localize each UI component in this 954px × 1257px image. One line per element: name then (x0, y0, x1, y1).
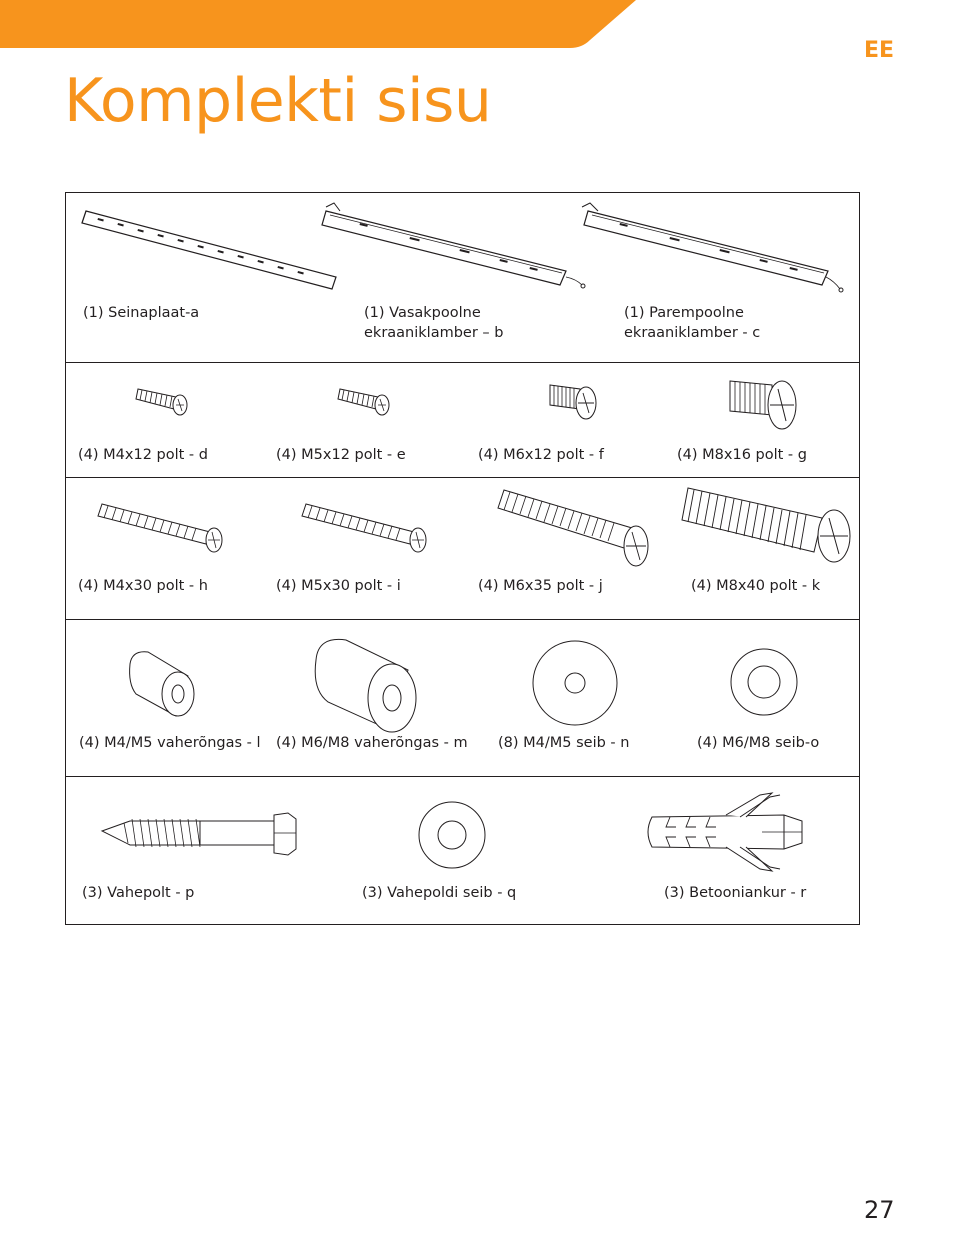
item-label: (4) M4x12 polt - d (78, 447, 208, 463)
list-item (66, 478, 266, 619)
list-item (266, 620, 486, 776)
item-label: (4) M8x40 polt - k (691, 578, 821, 594)
list-item (66, 363, 266, 477)
list-item (486, 620, 686, 776)
item-label: (4) M5x30 polt - i (276, 578, 401, 594)
left-bracket-icon (320, 201, 580, 291)
spacer-icon (126, 646, 200, 720)
list-item (466, 478, 676, 619)
item-label: (8) M4/M5 seib - n (498, 735, 630, 751)
contents-row (66, 620, 859, 777)
bolt-icon (136, 385, 192, 419)
item-label: (3) Vahepoldi seib - q (362, 885, 517, 901)
list-item (66, 193, 336, 362)
contents-row (66, 363, 859, 478)
list-item (66, 777, 356, 924)
list-item (466, 363, 666, 477)
page-title: Komplekti sisu (64, 66, 492, 136)
item-label: (4) M6/M8 vaherõngas - m (276, 735, 468, 751)
list-item (676, 478, 859, 619)
bolt-icon (338, 385, 394, 419)
item-label: (4) M6x35 polt - j (478, 578, 603, 594)
list-item (686, 620, 859, 776)
washer-icon (416, 799, 488, 871)
bolt-icon (498, 486, 658, 576)
item-label: (1) Parempoolne ekraaniklamber - c (624, 305, 761, 341)
list-item (666, 363, 859, 477)
item-label: (4) M4x30 polt - h (78, 578, 208, 594)
spacer-icon (310, 632, 422, 734)
list-item (356, 777, 646, 924)
wall-plate-icon (78, 203, 338, 293)
item-label: (4) M6/M8 seib-o (697, 735, 820, 751)
language-code: EE (864, 38, 895, 63)
list-item (66, 620, 266, 776)
concrete-anchor-icon (642, 791, 812, 873)
contents-row (66, 193, 859, 363)
bolt-icon (682, 484, 858, 574)
list-item (646, 777, 859, 924)
item-label: (3) Vahepolt - p (82, 885, 195, 901)
bolt-icon (302, 498, 432, 560)
item-label: (4) M8x16 polt - g (677, 447, 807, 463)
contents-row (66, 777, 859, 924)
right-bracket-icon (580, 201, 840, 291)
item-label: (4) M4/M5 vaherõngas - l (79, 735, 261, 751)
washer-icon (728, 646, 800, 718)
bolt-icon (546, 379, 602, 427)
washer-icon (530, 638, 620, 728)
contents-row (66, 478, 859, 620)
list-item (346, 193, 606, 362)
list-item (266, 363, 466, 477)
item-label: (4) M6x12 polt - f (478, 447, 604, 463)
page-number: 27 (864, 1196, 895, 1224)
bolt-icon (726, 375, 802, 433)
kit-contents-table (65, 192, 860, 925)
list-item (266, 478, 466, 619)
bolt-icon (98, 498, 228, 560)
lag-bolt-icon (100, 811, 300, 859)
item-label: (1) Vasakpoolne ekraaniklamber – b (364, 305, 504, 341)
item-label: (1) Seinaplaat-a (83, 305, 200, 321)
item-label: (4) M5x12 polt - e (276, 447, 406, 463)
item-label: (3) Betooniankur - r (664, 885, 807, 901)
list-item (606, 193, 859, 362)
header-banner (0, 0, 954, 60)
